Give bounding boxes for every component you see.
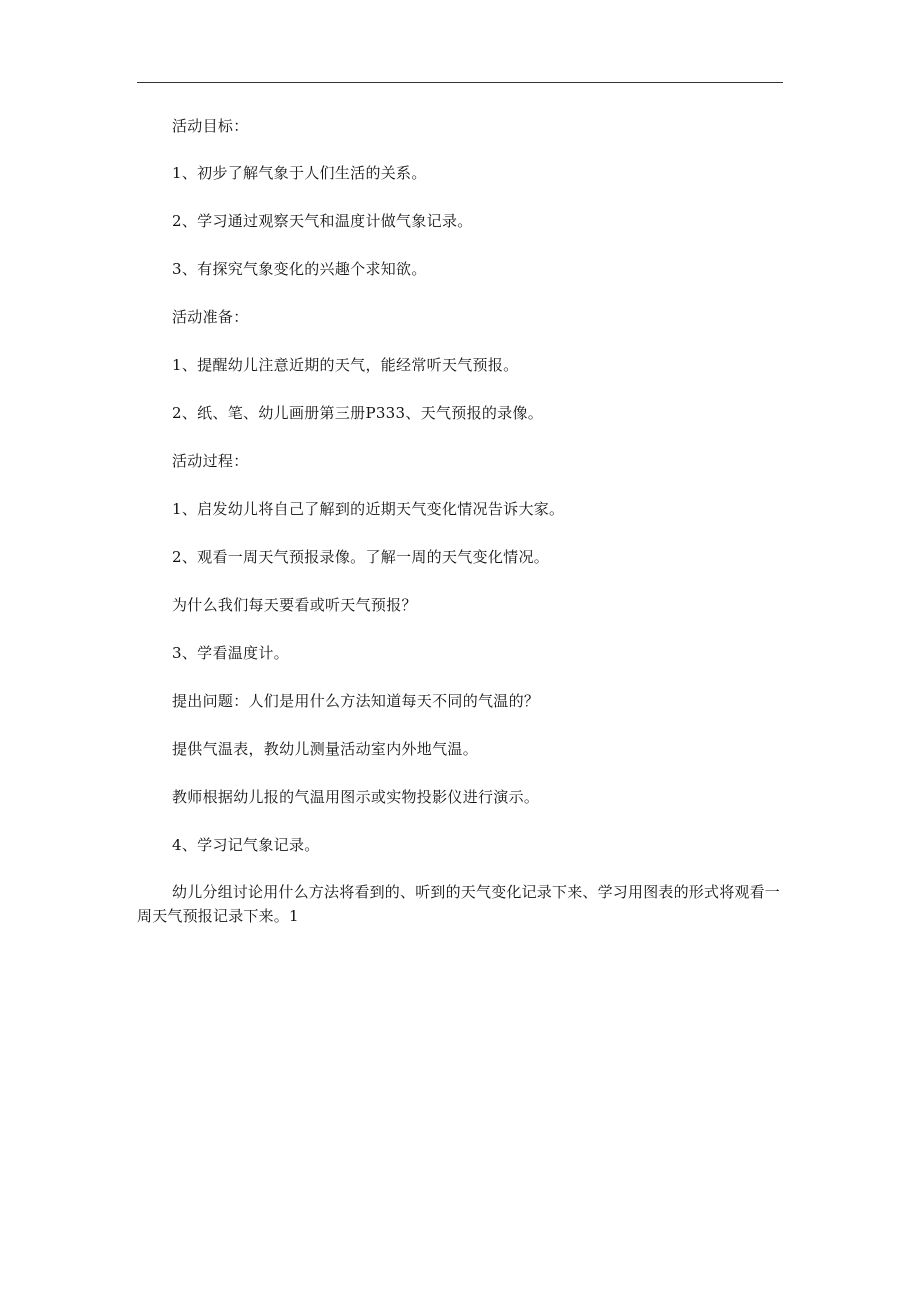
section-heading-goals: 活动目标： xyxy=(172,117,249,135)
header-rule xyxy=(137,82,783,83)
paragraph-process-3: 3、学看温度计。 xyxy=(172,644,289,662)
paragraph-goal-1: 1、初步了解气象于人们生活的关系。 xyxy=(172,164,427,182)
paragraph-goal-2: 2、学习通过观察天气和温度计做气象记录。 xyxy=(172,212,473,230)
paragraph-process-1: 1、启发幼儿将自己了解到的近期天气变化情况告诉大家。 xyxy=(172,500,565,518)
paragraph-process-2: 2、观看一周天气预报录像。了解一周的天气变化情况。 xyxy=(172,548,550,566)
paragraph-ask-question: 提出问题：人们是用什么方法知道每天不同的气温的？ xyxy=(172,692,540,710)
paragraph-group-discussion: 幼儿分组讨论用什么方法将看到的、听到的天气变化记录下来、学习用图表的形式将观看一周天气预报记录下来。1 xyxy=(137,883,781,925)
section-heading-preparation: 活动准备： xyxy=(172,308,249,326)
paragraph-provide-thermometer: 提供气温表，教幼儿测量活动室内外地气温。 xyxy=(172,740,479,758)
paragraph-teacher-demo: 教师根据幼儿报的气温用图示或实物投影仪进行演示。 xyxy=(172,788,540,806)
paragraph-prep-2: 2、纸、笔、幼儿画册第三册P333、天气预报的录像。 xyxy=(172,404,544,422)
paragraph-question: 为什么我们每天要看或听天气预报？ xyxy=(172,596,417,614)
paragraph-process-4: 4、学习记气象记录。 xyxy=(172,836,320,854)
section-heading-process: 活动过程： xyxy=(172,452,249,470)
paragraph-prep-1: 1、提醒幼儿注意近期的天气，能经常听天气预报。 xyxy=(172,356,519,374)
paragraph-goal-3: 3、有探究气象变化的兴趣个求知欲。 xyxy=(172,260,427,278)
